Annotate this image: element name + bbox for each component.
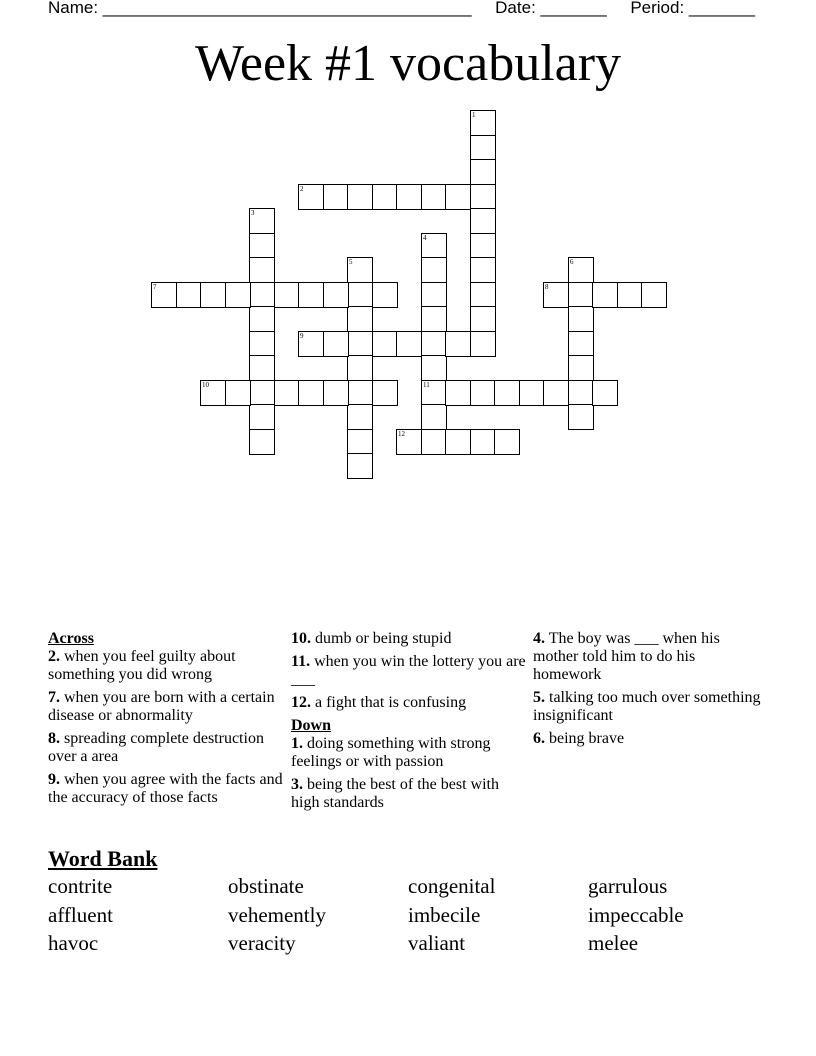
period-field[interactable]: Period: _______ [630,0,756,17]
crossword-cell[interactable] [396,184,422,210]
crossword-cell[interactable] [298,380,324,406]
clue-text: being brave [549,730,625,747]
crossword-cell[interactable] [249,380,275,406]
clue-text: being the best of the best with high standards [291,776,499,811]
clue-number: 4. [533,630,545,647]
crossword-cell[interactable] [445,380,471,406]
clue-text: spreading complete destruction over a area [48,730,264,765]
crossword-cell[interactable] [249,257,275,283]
crossword-cell[interactable] [372,184,398,210]
clue-number: 11. [291,653,311,670]
word-bank-word: imbecile [408,903,481,927]
clue-text: a fight that is confusing [315,694,467,711]
clues-column-2 [291,630,527,817]
clue-text: doing something with strong feelings or with passion [291,735,491,770]
crossword-cell[interactable] [421,257,447,283]
name-field[interactable]: Name: _______________________________________ [48,0,472,17]
clue-number: 10. [291,630,311,647]
crossword-cell[interactable] [421,355,447,381]
crossword-cell[interactable] [274,380,300,406]
crossword-cell[interactable] [249,429,275,455]
crossword-cell[interactable] [396,331,422,357]
crossword-cell[interactable] [347,306,373,332]
crossword-cell[interactable] [249,404,275,430]
cell-number: 2 [300,185,304,193]
crossword-cell[interactable] [347,282,373,308]
cell-number: 1 [472,111,476,119]
crossword-cell[interactable] [568,282,594,308]
crossword-cell[interactable] [568,355,594,381]
crossword-cell[interactable] [617,282,643,308]
crossword-cell[interactable] [249,306,275,332]
crossword-cell[interactable] [298,282,324,308]
crossword-cell[interactable] [225,380,251,406]
crossword-cell[interactable] [323,331,349,357]
crossword-cell[interactable] [470,135,496,161]
clue-down-1 [291,735,527,771]
crossword-cell[interactable] [323,380,349,406]
crossword-cell[interactable] [494,429,520,455]
down-heading: Down [291,717,332,734]
clue-number: 5. [533,689,545,706]
crossword-cell[interactable] [421,184,447,210]
crossword-cell[interactable] [470,159,496,185]
clue-number: 6. [533,730,545,747]
crossword-cell[interactable] [470,380,496,406]
crossword-cell[interactable] [372,380,398,406]
cell-number: 3 [251,209,255,217]
crossword-cell[interactable] [347,453,373,479]
word-bank-word: congenital [408,874,496,898]
cell-number: 9 [300,332,304,340]
crossword-cell[interactable] [249,355,275,381]
crossword-cell[interactable] [421,429,447,455]
crossword-cell[interactable] [470,257,496,283]
clue-down-3 [291,776,527,812]
crossword-cell[interactable] [347,404,373,430]
crossword-cell[interactable] [519,380,545,406]
crossword-cell[interactable] [323,184,349,210]
clues-column-1 [48,630,286,812]
crossword-cell[interactable] [592,380,618,406]
crossword-cell[interactable] [347,331,373,357]
clue-down-5 [533,689,763,725]
across-heading: Across [48,630,94,647]
cell-number: 4 [423,234,427,242]
crossword-cell[interactable] [568,306,594,332]
crossword-cell[interactable] [568,404,594,430]
cell-number: 11 [423,381,430,389]
crossword-cell[interactable] [568,380,594,406]
clue-across-12 [291,694,527,712]
crossword-cell[interactable] [470,331,496,357]
crossword-cell[interactable] [494,380,520,406]
crossword-cell[interactable] [347,355,373,381]
clue-down-4 [533,630,763,684]
cell-number: 12 [398,430,405,438]
clues-column-3 [533,630,763,753]
crossword-cell[interactable] [200,282,226,308]
clue-text: talking too much over something insignificant [533,689,761,724]
crossword-cell[interactable] [249,282,275,308]
page-title: Week #1 vocabulary [194,35,622,92]
word-bank-word: melee [588,931,639,955]
clue-across-2 [48,648,286,684]
crossword-cell[interactable] [225,282,251,308]
clue-down-6 [533,730,763,748]
cell-number: 5 [349,258,353,266]
clue-text: when you feel guilty about something you did wrong [48,648,236,683]
cell-number: 10 [202,381,209,389]
crossword-cell[interactable] [347,380,373,406]
crossword-cell[interactable] [470,306,496,332]
clue-number: 3. [291,776,303,793]
word-bank-word: affluent [48,903,113,927]
clue-number: 9. [48,771,60,788]
crossword-cell[interactable] [470,233,496,259]
crossword-cell[interactable] [543,380,569,406]
crossword-cell[interactable] [347,429,373,455]
crossword-cell[interactable] [445,331,471,357]
crossword-cell[interactable] [274,282,300,308]
crossword-cell[interactable] [249,331,275,357]
crossword-cell[interactable] [445,429,471,455]
clue-across-8 [48,730,286,766]
clue-number: 8. [48,730,60,747]
crossword-cell[interactable] [445,184,471,210]
crossword-cell[interactable] [421,282,447,308]
cell-number: 7 [153,283,157,291]
crossword-cell[interactable] [347,184,373,210]
clue-text: dumb or being stupid [315,630,452,647]
clue-across-11 [291,653,527,689]
word-bank-title: Word Bank [48,846,158,871]
word-bank-word: obstinate [228,874,304,898]
clue-number: 12. [291,694,311,711]
date-field[interactable]: Date: _______ [495,0,607,17]
crossword-cell[interactable] [372,331,398,357]
crossword-cell[interactable] [421,404,447,430]
crossword-cell[interactable] [470,208,496,234]
crossword-cell[interactable] [568,331,594,357]
clue-text: when you agree with the facts and the accuracy of those facts [48,771,283,806]
word-bank-word: vehemently [228,903,326,927]
word-bank-word: impeccable [588,903,684,927]
crossword-cell[interactable] [176,282,202,308]
word-bank-word: valiant [408,931,466,955]
crossword-cell[interactable] [470,184,496,210]
clue-text: when you are born with a certain disease or abnormality [48,689,275,724]
crossword-cell[interactable] [470,429,496,455]
clue-across-7 [48,689,286,725]
word-bank-word: garrulous [588,874,668,898]
clue-across-10 [291,630,527,648]
cell-number: 8 [545,283,549,291]
clue-text: when you win the lottery you are ___ [291,653,526,688]
word-bank-word: havoc [48,931,99,955]
clue-number: 2. [48,648,60,665]
clue-number: 1. [291,735,303,752]
crossword-cell[interactable] [470,282,496,308]
crossword-cell[interactable] [372,282,398,308]
clue-number: 7. [48,689,60,706]
crossword-cell[interactable] [641,282,667,308]
clue-across-9 [48,771,286,807]
crossword-cell[interactable] [421,306,447,332]
crossword-cell[interactable] [323,282,349,308]
cell-number: 6 [570,258,574,266]
crossword-cell[interactable] [592,282,618,308]
clue-text: The boy was ___ when his mother told him to do his homework [533,630,720,683]
word-bank-word: contrite [48,874,113,898]
crossword-cell[interactable] [421,331,447,357]
word-bank-word: veracity [228,931,296,955]
crossword-cell[interactable] [249,233,275,259]
